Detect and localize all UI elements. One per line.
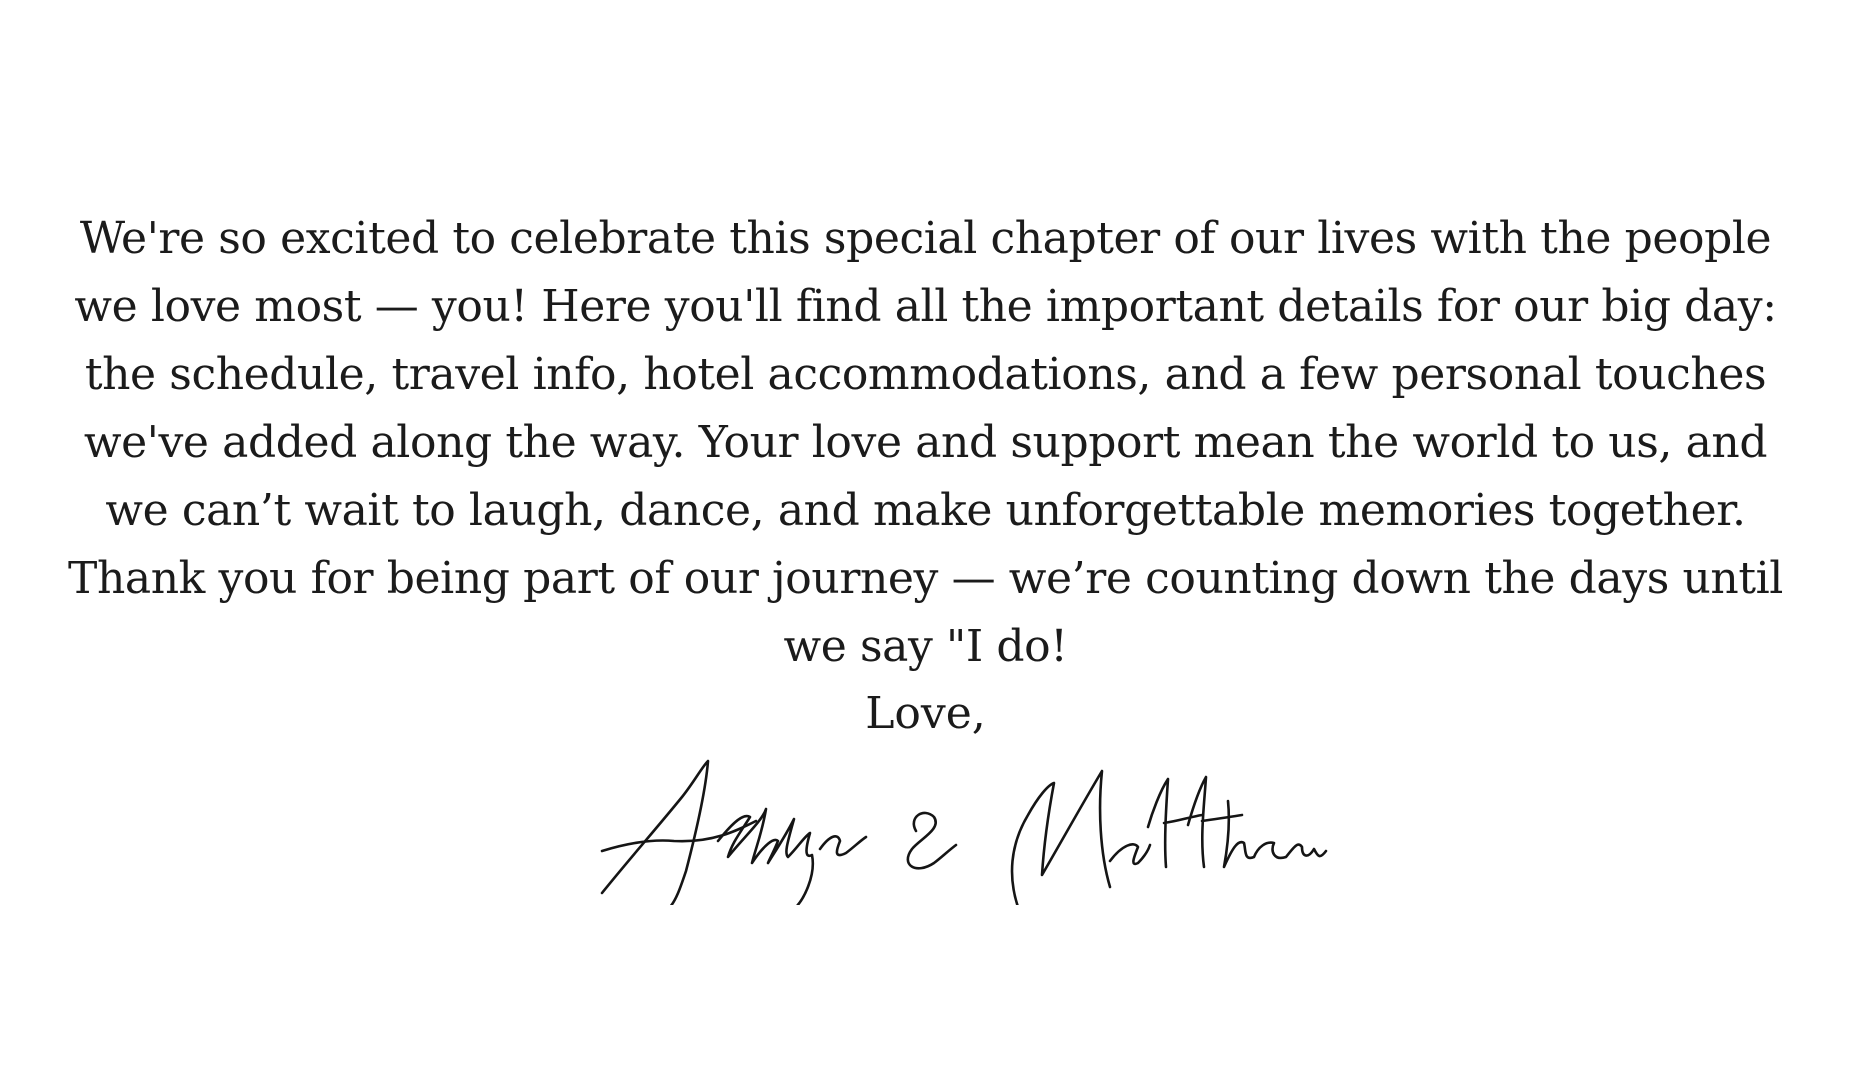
signature-stroke-a	[602, 761, 708, 905]
signature-stroke-ampersand	[908, 813, 956, 868]
signature-drawing	[590, 755, 1330, 905]
closing-line: Love,	[865, 688, 986, 739]
welcome-message: We're so excited to celebrate this special chapter of our lives with the people we love most — you! Here you'll find all the important details for our big day: the schedule, travel info, hotel accommodations, and a few personal touches we've added along the way. Your love and support mean the world to us, and we can’t wait to laugh, dance, and make unforgettable memories together. Thank you for being part of our journey — we’re counting down the days until we say "I do!	[68, 213, 1783, 672]
signature-stroke-m	[1012, 771, 1110, 905]
signature-stroke-shlyn	[718, 809, 866, 905]
signature-stroke-atthew	[1110, 777, 1326, 867]
handwritten-signature	[590, 755, 1330, 905]
